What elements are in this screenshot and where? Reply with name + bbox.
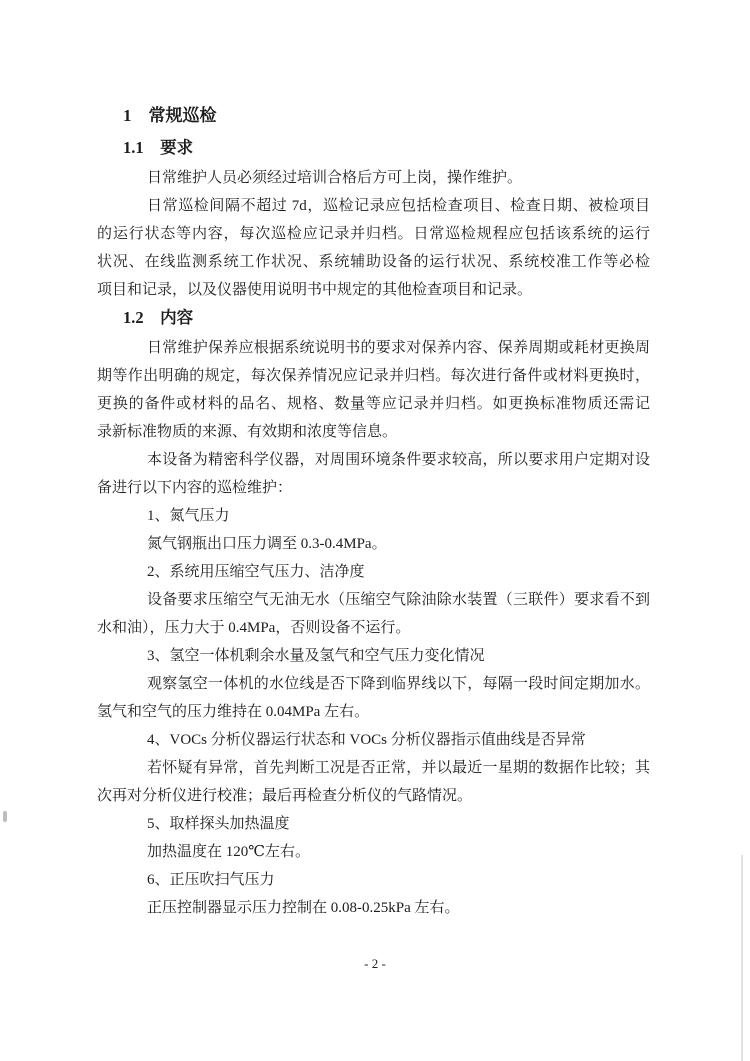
body-text-line: 氢气和空气的压力维持在 0.04MPa 左右。 <box>97 704 370 720</box>
body-text-line: 录新标准物质的来源、有效期和浓度等信息。 <box>97 424 398 440</box>
body-text-line: 5、取样探头加热温度 <box>147 816 290 832</box>
body-text-line: 状况、在线监测系统工作状况、系统辅助设备的运行状况、系统校准工作等必检 <box>97 254 650 270</box>
section-heading: 1 常规巡检 <box>123 106 217 125</box>
scan-artifact-mark <box>3 811 7 822</box>
body-text-line: 3、氢空一体机剩余水量及氢气和空气压力变化情况 <box>147 648 485 664</box>
body-text-line: 正压控制器显示压力控制在 0.08-0.25kPa 左右。 <box>147 900 460 916</box>
body-text-line: 日常巡检间隔不超过 7d，巡检记录应包括检查项目、检查日期、被检项目 <box>147 198 650 214</box>
body-text-line: 若怀疑有异常，首先判断工况是否正常，并以最近一星期的数据作比较；其 <box>147 760 650 776</box>
scan-edge-line <box>741 855 743 1061</box>
body-text-line: 次再对分析仪进行校准；最后再检查分析仪的气路情况。 <box>97 788 473 804</box>
body-text-line: 6、正压吹扫气压力 <box>147 872 275 888</box>
body-text-line: 加热温度在 120℃左右。 <box>147 844 311 860</box>
body-text-line: 4、VOCs 分析仪器运行状态和 VOCs 分析仪器指示值曲线是否异常 <box>147 732 586 748</box>
subsection-heading: 1.1 要求 <box>123 138 194 157</box>
body-text-line: 日常维护保养应根据系统说明书的要求对保养内容、保养周期或耗材更换周 <box>147 340 650 356</box>
body-text-line: 2、系统用压缩空气压力、洁净度 <box>147 564 365 580</box>
body-text-line: 设备要求压缩空气无油无水（压缩空气除油除水装置（三联件）要求看不到 <box>147 592 650 608</box>
body-text-line: 的运行状态等内容，每次巡检应记录并归档。日常巡检规程应包括该系统的运行 <box>97 226 650 242</box>
document-content <box>97 102 650 922</box>
body-text-line: 备进行以下内容的巡检维护： <box>97 480 293 496</box>
page-number: - 2 - <box>364 956 386 971</box>
body-text-line: 更换的备件或材料的品名、规格、数量等应记录并归档。如更换标准物质还需记 <box>97 396 650 412</box>
body-text-line: 观察氢空一体机的水位线是否下降到临界线以下，每隔一段时间定期加水。 <box>147 676 650 692</box>
body-text-line: 本设备为精密科学仪器，对周围环境条件要求较高，所以要求用户定期对设 <box>147 452 650 468</box>
body-text-line: 期等作出明确的规定，每次保养情况应记录并归档。每次进行备件或材料更换时， <box>97 368 650 384</box>
body-text-line: 日常维护人员必须经过培训合格后方可上岗，操作维护。 <box>147 170 523 186</box>
body-text-line: 氮气钢瓶出口压力调至 0.3-0.4MPa。 <box>147 536 387 552</box>
body-text-line: 1、氮气压力 <box>147 508 230 524</box>
subsection-heading: 1.2 内容 <box>123 308 194 327</box>
body-text-line: 水和油），压力大于 0.4MPa，否则设备不运行。 <box>97 620 411 636</box>
body-text-line: 项目和记录，以及仪器使用说明书中规定的其他检查项目和记录。 <box>97 282 533 298</box>
